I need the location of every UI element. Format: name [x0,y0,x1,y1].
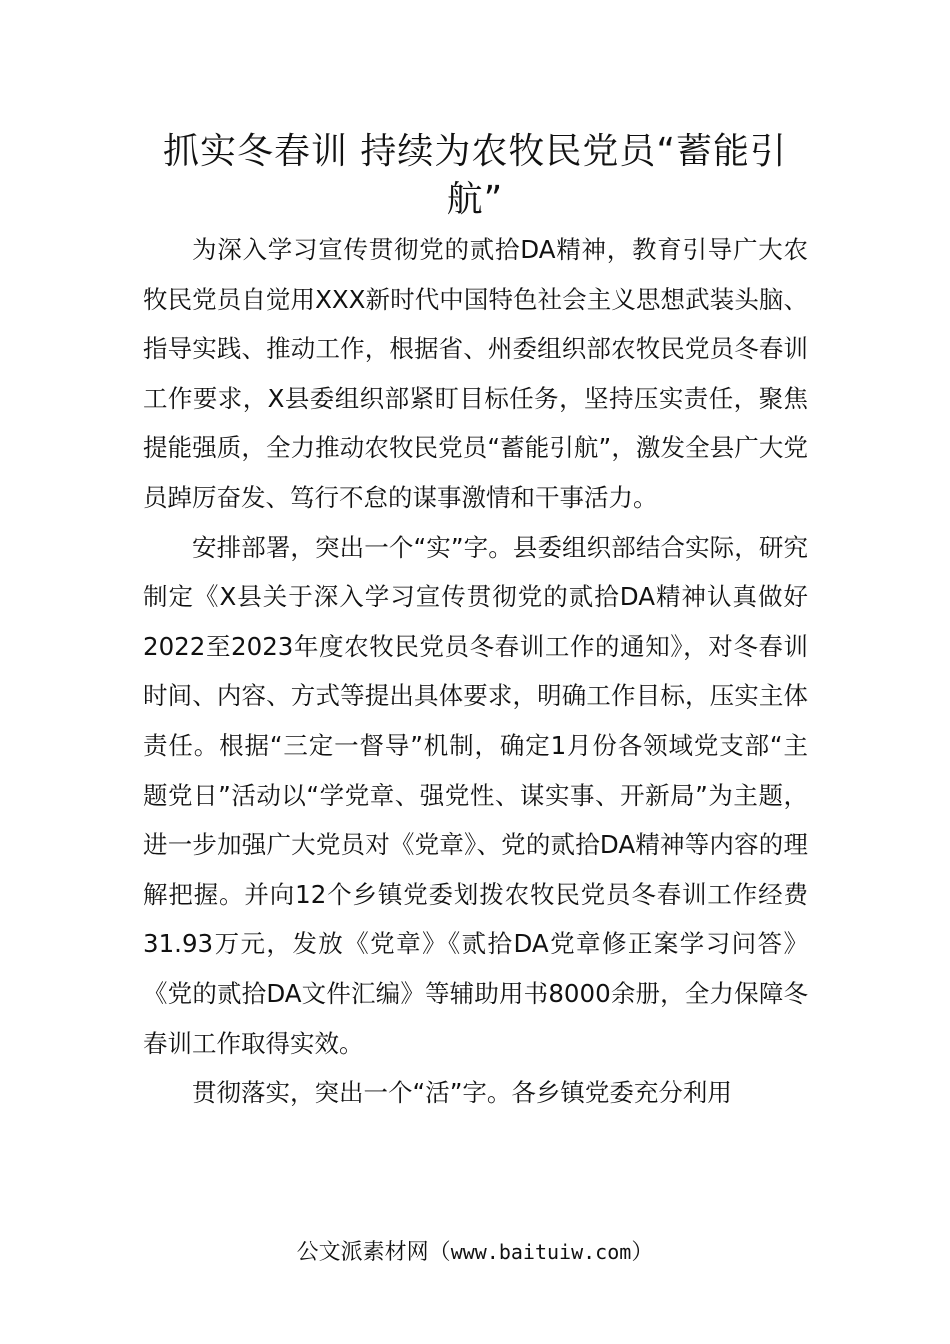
page-footer [0,1234,950,1271]
document-body [143,225,808,1118]
paragraph-intro: 为深入学习宣传贯彻党的贰拾DA精神，教育引导广大农牧民党员自觉用XXX新时代中国特色社会主义思想武装头脑、指导实践、推动工作，根据省、州委组织部农牧民党员冬春训工作要求，X县委组织部紧盯目标任务，坚持压实责任，聚焦提能强质，全力推动农牧民党员“蓄能引航”，激发全县广大党员踔厉奋发、笃行不怠的谋事激情和干事活力。 [143,235,808,512]
paragraph-implementation: 贯彻落实，突出一个“活”字。各乡镇党委充分利用 [192,1078,732,1108]
footer-site-name: 公文派素材网 [296,1240,429,1265]
document-title: 抓实冬春训 持续为农牧民党员“蓄能引航” [162,131,788,220]
footer-open-paren: （ [428,1240,451,1265]
footer-url: www.baituiw.com [450,1240,632,1264]
paragraph-deployment: 安排部署，突出一个“实”字。县委组织部结合实际，研究制定《X县关于深入学习宣传贯彻党的贰拾DA精神认真做好2022至2023年度农牧民党员冬春训工作的通知》，对冬春训时间、内容、方式等提出具体要求，明确工作目标，压实主体责任。根据“三定一督导”机制，确定1月份各领域党支部“主题党日”活动以“学党章、强党性、谋实事、开新局”为主题，进一步加强广大党员对《党章》、党的贰拾DA精神等内容的理解把握。并向12个乡镇党委划拨农牧民党员冬春训工作经费31.93万元，发放《党章》《贰拾DA党章修正案学习问答》《党的贰拾DA文件汇编》等辅助用书8000余册，全力保障冬春训工作取得实效。 [143,532,808,1058]
footer-close-paren: ） [631,1240,654,1265]
